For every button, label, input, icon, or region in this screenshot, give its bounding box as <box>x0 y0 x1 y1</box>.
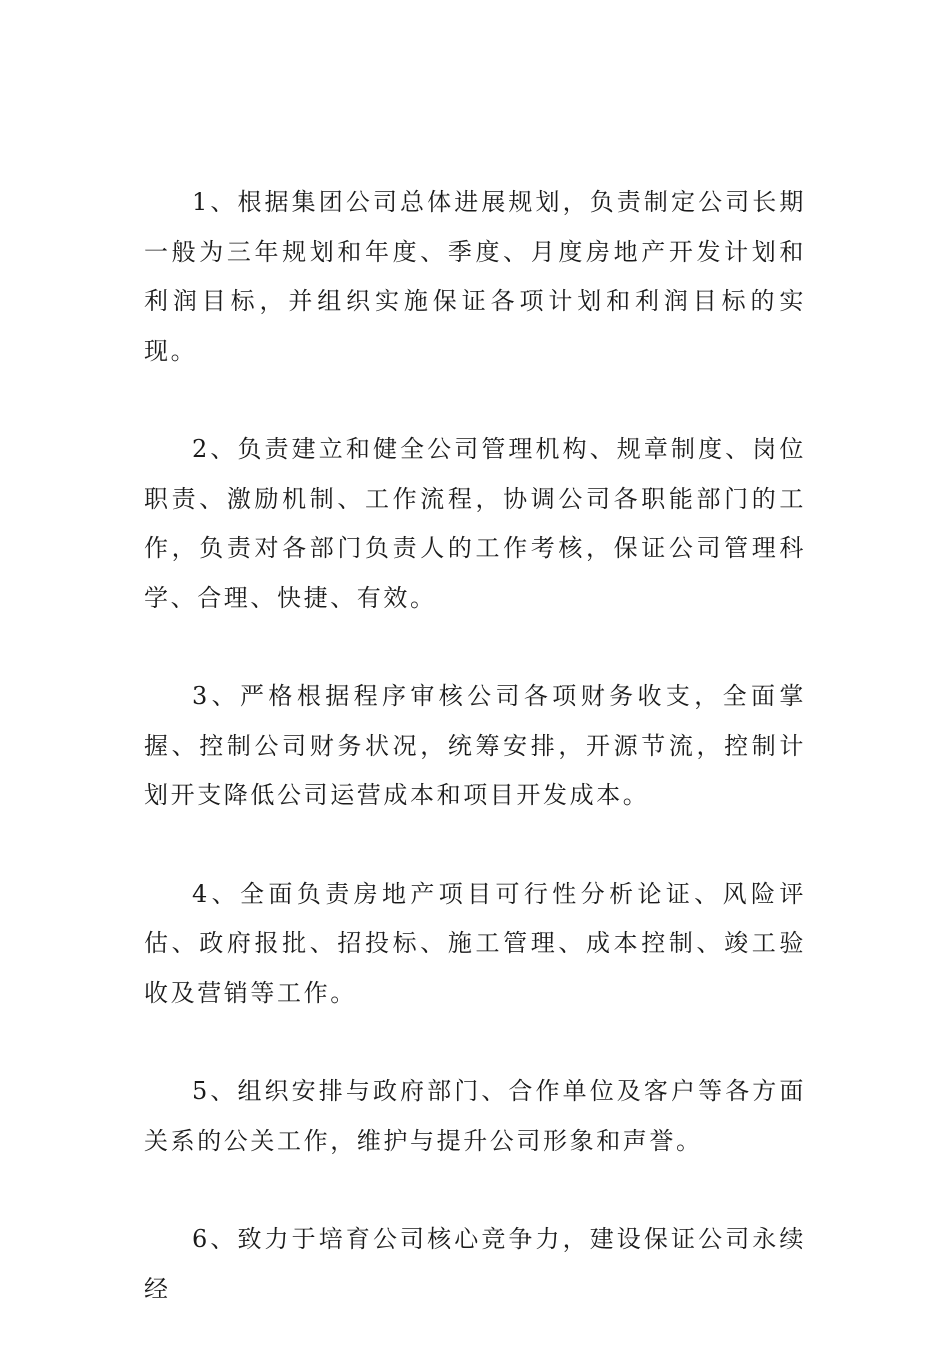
paragraph-3: 3、严格根据程序审核公司各项财务收支，全面掌握、控制公司财务状况，统筹安排，开源节流，控制计划开支降低公司运营成本和项目开发成本。 <box>144 682 806 809</box>
paragraph-6: 6、致力于培育公司核心竞争力，建设保证公司永续经 <box>144 1225 806 1303</box>
paragraph-1: 1、根据集团公司总体进展规划，负责制定公司长期一般为三年规划和年度、季度、月度房地产开发计划和利润目标，并组织实施保证各项计划和利润目标的实现。 <box>144 188 806 365</box>
paragraph-5: 5、组织安排与政府部门、合作单位及客户等各方面关系的公关工作，维护与提升公司形象和声誉。 <box>144 1077 806 1155</box>
document-body <box>144 178 806 1363</box>
paragraph-2: 2、负责建立和健全公司管理机构、规章制度、岗位职责、激励机制、工作流程，协调公司各职能部门的工作，负责对各部门负责人的工作考核，保证公司管理科学、合理、快捷、有效。 <box>144 435 806 612</box>
paragraph-4: 4、全面负责房地产项目可行性分析论证、风险评估、政府报批、招投标、施工管理、成本控制、竣工验收及营销等工作。 <box>144 879 806 1007</box>
